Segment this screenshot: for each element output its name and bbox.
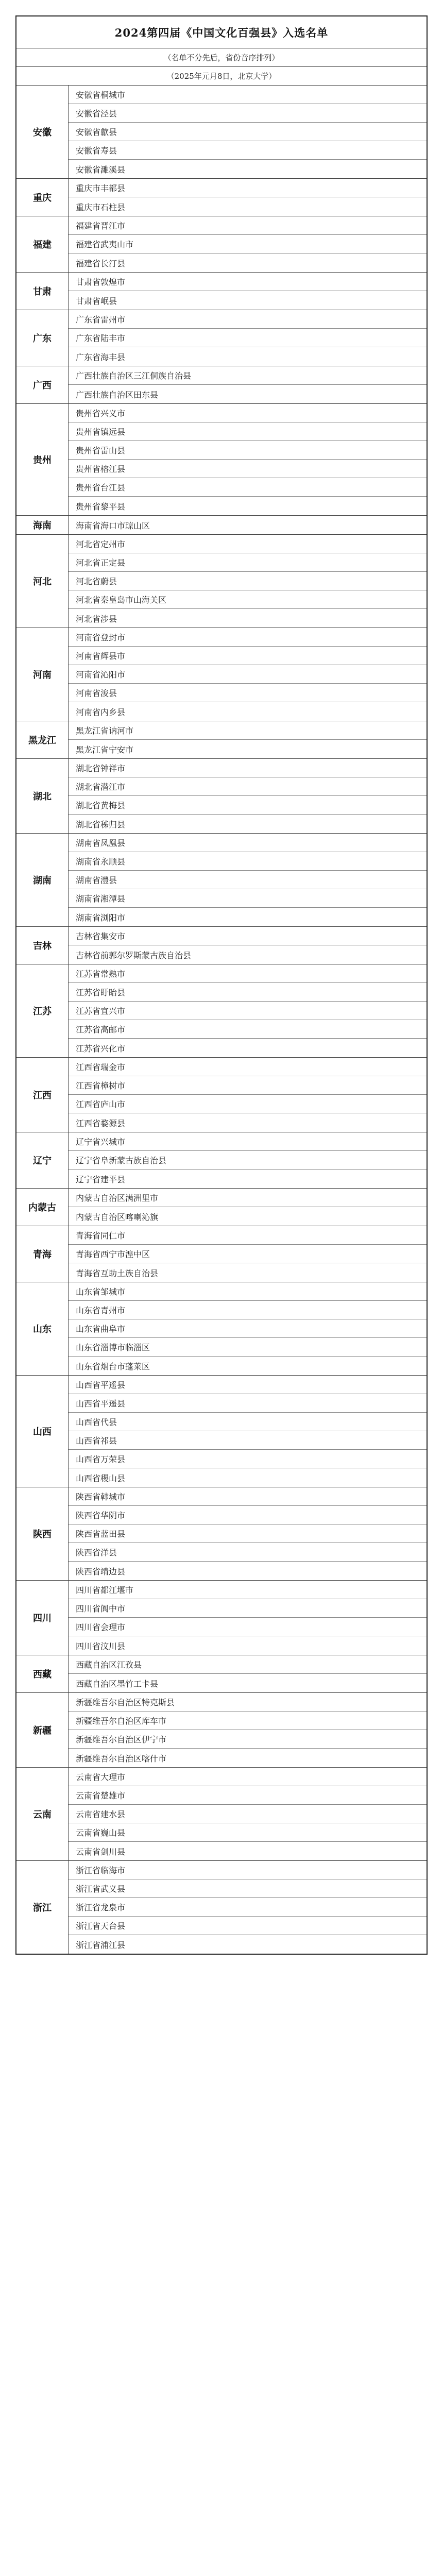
- province-name: 新疆: [16, 1693, 69, 1767]
- county-item: 广东省陆丰市: [69, 329, 427, 347]
- county-item: 湖南省湘潭县: [69, 889, 427, 908]
- province-name: 四川: [16, 1581, 69, 1655]
- county-item: 贵州省黎平县: [76, 501, 126, 512]
- province-name: 贵州: [16, 404, 69, 515]
- county-item: 四川省都江堰市: [69, 1581, 427, 1599]
- county-item: 湖北省潜江市: [69, 777, 427, 796]
- province-name: 山东: [16, 1282, 69, 1375]
- county-item: 新疆维吾尔自治区喀什市: [76, 1753, 167, 1764]
- province-group: [16, 310, 427, 366]
- province-group: [16, 516, 427, 535]
- county-item: 云南省巍山县: [69, 1823, 427, 1842]
- county-item: 江苏省高邮市: [69, 1020, 427, 1039]
- province-group: [16, 927, 427, 964]
- county-item: 福建省武夷山市: [69, 235, 427, 253]
- province-group: [16, 179, 427, 216]
- county-item: 山西省代县: [69, 1413, 427, 1431]
- province-group: [16, 964, 427, 1058]
- province-group: [16, 1058, 427, 1132]
- county-list: [69, 1581, 427, 1655]
- county-item: 广东省雷州市: [69, 310, 427, 329]
- province-name: 江西: [16, 1058, 69, 1132]
- county-item: 陕西省洋县: [69, 1543, 427, 1562]
- county-item: 青海省同仁市: [69, 1226, 427, 1245]
- county-item: 湖北省黄梅县: [69, 796, 427, 815]
- province-group: [16, 1282, 427, 1376]
- county-item: 贵州省兴义市: [69, 404, 427, 422]
- county-item: 安徽省寿县: [69, 141, 427, 160]
- county-list: [69, 1861, 427, 1954]
- county-item: 云南省楚雄市: [69, 1786, 427, 1805]
- county-list: [69, 1693, 427, 1767]
- county-item: 湖南省永顺县: [69, 852, 427, 871]
- county-item: 陕西省华阴市: [69, 1506, 427, 1524]
- county-item: 湖北省秭归县: [76, 819, 126, 829]
- county-list: [69, 1132, 427, 1188]
- county-item: 福建省晋江市: [69, 216, 427, 235]
- county-list: [69, 759, 427, 833]
- county-list: [69, 310, 427, 366]
- county-item: 陕西省韩城市: [69, 1487, 427, 1506]
- county-item: 广西壮族自治区田东县: [76, 389, 159, 400]
- province-name: 湖北: [16, 759, 69, 833]
- county-item: 江苏省兴化市: [76, 1043, 126, 1054]
- county-item: 安徽省濉溪县: [76, 164, 126, 175]
- county-list: [69, 516, 427, 534]
- province-group: [16, 1189, 427, 1226]
- province-group: [16, 366, 427, 404]
- county-item: 河南省登封市: [69, 628, 427, 647]
- county-item: 黑龙江省宁安市: [76, 744, 134, 755]
- county-item: 湖南省澧县: [69, 871, 427, 889]
- province-group: [16, 1226, 427, 1282]
- province-name: 内蒙古: [16, 1189, 69, 1226]
- province-group: [16, 834, 427, 927]
- county-item: 江西省婺源县: [76, 1118, 126, 1128]
- county-item: 重庆市石柱县: [76, 202, 126, 212]
- province-group: [16, 628, 427, 721]
- province-group: [16, 404, 427, 516]
- province-group: [16, 1376, 427, 1487]
- county-item: 陕西省蓝田县: [69, 1524, 427, 1543]
- county-list: [69, 1282, 427, 1375]
- province-name: 海南: [16, 516, 69, 534]
- province-name: 福建: [16, 216, 69, 272]
- province-name: 甘肃: [16, 273, 69, 310]
- county-item: 贵州省镇远县: [69, 422, 427, 441]
- selection-list-table: [15, 15, 428, 1955]
- province-name: 青海: [16, 1226, 69, 1282]
- province-name: 西藏: [16, 1655, 69, 1692]
- county-item: 陕西省靖边县: [76, 1566, 126, 1577]
- province-name: 重庆: [16, 179, 69, 216]
- province-name: 云南: [16, 1768, 69, 1860]
- county-list: [69, 964, 427, 1057]
- province-group: [16, 1861, 427, 1954]
- province-name: 广东: [16, 310, 69, 366]
- county-item: 四川省会理市: [69, 1618, 427, 1636]
- county-item: 贵州省雷山县: [69, 441, 427, 460]
- county-item: 山东省邹城市: [69, 1282, 427, 1301]
- county-item: 山东省烟台市蓬莱区: [76, 1361, 150, 1371]
- county-item: 浙江省临海市: [69, 1861, 427, 1879]
- county-item: 辽宁省阜新蒙古族自治县: [69, 1151, 427, 1170]
- province-name: 辽宁: [16, 1132, 69, 1188]
- county-item: 甘肃省敦煌市: [69, 273, 427, 291]
- province-name: 陕西: [16, 1487, 69, 1580]
- county-item: 贵州省台江县: [69, 478, 427, 497]
- county-item: 河南省沁阳市: [69, 665, 427, 684]
- page-title: 2024第四届《中国文化百强县》入选名单: [16, 16, 427, 48]
- province-group: [16, 1655, 427, 1693]
- county-item: 山西省平遥县: [69, 1394, 427, 1413]
- county-item: 西藏自治区江孜县: [69, 1655, 427, 1674]
- province-group: [16, 216, 427, 273]
- county-list: [69, 86, 427, 178]
- county-item: 云南省剑川县: [76, 1846, 126, 1857]
- county-item: 山西省祁县: [69, 1431, 427, 1450]
- county-item: 浙江省武义县: [69, 1879, 427, 1898]
- county-item: 江苏省盱眙县: [69, 983, 427, 1002]
- ordering-note: （名单不分先后，省份音序排列）: [16, 48, 427, 67]
- county-item: 四川省阆中市: [69, 1599, 427, 1618]
- county-item: 内蒙古自治区满洲里市: [69, 1189, 427, 1207]
- county-list: [69, 179, 427, 216]
- province-group: [16, 535, 427, 628]
- county-item: 河南省浚县: [69, 684, 427, 702]
- county-item: 浙江省浦江县: [76, 1940, 126, 1950]
- county-list: [69, 1655, 427, 1692]
- province-group: [16, 273, 427, 310]
- province-group: [16, 759, 427, 834]
- county-item: 辽宁省建平县: [76, 1174, 126, 1184]
- county-item: 安徽省歙县: [69, 123, 427, 141]
- province-name: 吉林: [16, 927, 69, 964]
- province-group: [16, 721, 427, 759]
- county-item: 广东省海丰县: [76, 352, 126, 362]
- county-item: 湖南省浏阳市: [76, 912, 126, 923]
- county-list: [69, 1376, 427, 1487]
- county-list: [69, 1058, 427, 1132]
- county-list: [69, 927, 427, 964]
- county-item: 云南省大理市: [69, 1768, 427, 1786]
- county-item: 云南省建水县: [69, 1805, 427, 1823]
- county-item: 黑龙江省讷河市: [69, 721, 427, 740]
- county-item: 江苏省宜兴市: [69, 1002, 427, 1020]
- county-list: [69, 366, 427, 403]
- county-item: 四川省汶川县: [76, 1641, 126, 1651]
- county-list: [69, 535, 427, 628]
- province-name: 河北: [16, 535, 69, 628]
- county-item: 吉林省前郭尔罗斯蒙古族自治县: [76, 950, 192, 960]
- province-name: 江苏: [16, 964, 69, 1057]
- county-list: [69, 1487, 427, 1580]
- county-item: 山东省曲阜市: [69, 1319, 427, 1338]
- province-group: [16, 1132, 427, 1189]
- date-source-line: （2025年元月8日，北京大学）: [16, 67, 427, 86]
- province-groups: [16, 86, 427, 1954]
- county-item: 江苏省常熟市: [69, 964, 427, 983]
- county-list: [69, 1768, 427, 1860]
- county-item: 河南省辉县市: [69, 647, 427, 665]
- county-item: 湖南省凤凰县: [69, 834, 427, 852]
- county-item: 山西省稷山县: [76, 1473, 126, 1483]
- county-list: [69, 721, 427, 758]
- province-name: 湖南: [16, 834, 69, 926]
- county-item: 广西壮族自治区三江侗族自治县: [69, 366, 427, 385]
- county-item: 河北省正定县: [69, 553, 427, 572]
- county-item: 河北省蔚县: [69, 572, 427, 590]
- county-item: 吉林省集安市: [69, 927, 427, 945]
- county-item: 浙江省天台县: [69, 1917, 427, 1935]
- province-name: 山西: [16, 1376, 69, 1487]
- county-item: 内蒙古自治区喀喇沁旗: [76, 1212, 159, 1222]
- county-item: 新疆维吾尔自治区特克斯县: [69, 1693, 427, 1711]
- county-item: 河南省内乡县: [76, 707, 126, 717]
- county-item: 重庆市丰都县: [69, 179, 427, 197]
- province-group: [16, 1487, 427, 1581]
- province-name: 安徽: [16, 86, 69, 178]
- county-list: [69, 1226, 427, 1282]
- county-item: 湖北省钟祥市: [69, 759, 427, 777]
- county-item: 福建省长汀县: [76, 258, 126, 268]
- county-item: 江西省樟树市: [69, 1076, 427, 1095]
- county-list: [69, 834, 427, 926]
- county-list: [69, 273, 427, 310]
- county-list: [69, 628, 427, 721]
- province-group: [16, 86, 427, 179]
- province-group: [16, 1768, 427, 1861]
- province-name: 广西: [16, 366, 69, 403]
- county-item: 安徽省桐城市: [69, 86, 427, 104]
- county-list: [69, 1189, 427, 1226]
- county-item: 新疆维吾尔自治区伊宁市: [69, 1730, 427, 1749]
- county-item: 江西省瑞金市: [69, 1058, 427, 1076]
- province-name: 浙江: [16, 1861, 69, 1954]
- county-item: 青海省互助土族自治县: [76, 1268, 159, 1278]
- county-item: 海南省海口市琼山区: [76, 520, 150, 531]
- county-list: [69, 404, 427, 515]
- county-item: 山东省淄博市临淄区: [69, 1338, 427, 1357]
- county-item: 贵州省榕江县: [69, 460, 427, 478]
- province-group: [16, 1581, 427, 1655]
- county-item: 辽宁省兴城市: [69, 1132, 427, 1151]
- county-item: 山西省平遥县: [69, 1376, 427, 1394]
- county-item: 青海省西宁市湟中区: [69, 1245, 427, 1263]
- province-name: 河南: [16, 628, 69, 721]
- county-item: 浙江省龙泉市: [69, 1898, 427, 1917]
- county-item: 河北省涉县: [76, 614, 117, 624]
- province-name: 黑龙江: [16, 721, 69, 758]
- county-item: 新疆维吾尔自治区库车市: [69, 1711, 427, 1730]
- county-item: 甘肃省岷县: [76, 296, 117, 306]
- county-item: 河北省定州市: [69, 535, 427, 553]
- province-group: [16, 1693, 427, 1768]
- county-item: 安徽省泾县: [69, 104, 427, 123]
- county-item: 河北省秦皇岛市山海关区: [69, 590, 427, 609]
- county-item: 山东省青州市: [69, 1301, 427, 1319]
- county-item: 西藏自治区墨竹工卡县: [76, 1679, 159, 1689]
- county-item: 山西省万荣县: [69, 1450, 427, 1468]
- county-item: 江西省庐山市: [69, 1095, 427, 1113]
- county-list: [69, 216, 427, 272]
